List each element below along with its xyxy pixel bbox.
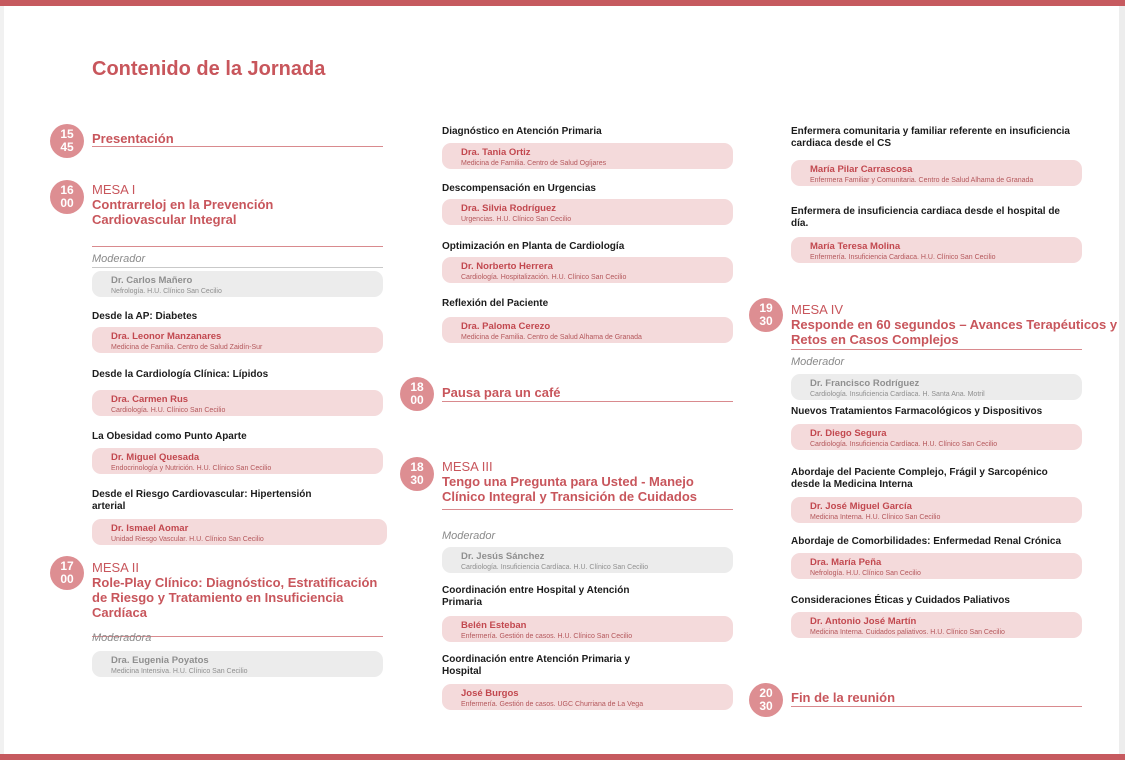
talk-title: Desde el Riesgo Cardiovascular: Hipertensión arterial (92, 489, 312, 512)
speaker-card: Dr. Francisco Rodríguez Cardiología. Insuficiencia Cardíaca. H. Santa Ana. Motril (791, 374, 1082, 400)
moderator-label: Moderador (92, 253, 146, 265)
talk-title: Desde la AP: Diabetes (92, 311, 198, 322)
moderator-label: Moderador (791, 356, 845, 368)
talk-title: Coordinación entre Atención Primaria y Hospital (442, 654, 631, 677)
section-rule (442, 509, 733, 510)
section-rule (791, 706, 1082, 707)
speaker-card: Dra. Paloma Cerezo Medicina de Familia. Centro de Salud Alhama de Granada (442, 317, 733, 343)
time-badge: 16 00 (50, 180, 84, 214)
speaker-card: Belén Esteban Enfermería. Gestión de casos. H.U. Clínico San Cecilio (442, 616, 733, 642)
speaker-card: Dr. Carlos Mañero Nefrología. H.U. Clínico San Cecilio (92, 271, 383, 297)
talk-title: Enfermera de insuficiencia cardiaca desde el hospital de día. (791, 206, 1060, 229)
section-rule (92, 146, 383, 147)
talk-title: Desde la Cardiología Clínica: Lípidos (92, 369, 269, 380)
talk-title: Descompensación en Urgencias (442, 183, 596, 194)
bottom-border (0, 754, 1125, 760)
speaker-card: María Pilar Carrascosa Enfermera Familiar y Comunitaria. Centro de Salud Alhama de Granada (791, 160, 1082, 186)
talk-title: Optimización en Planta de Cardiología (442, 241, 625, 252)
talk-title: Enfermera comunitaria y familiar referente en insuficiencia cardiaca desde el CS (791, 126, 1070, 149)
speaker-card: María Teresa Molina Enfermería. Insuficiencia Cardiaca. H.U. Clínico San Cecilio (791, 237, 1082, 263)
section-rule (92, 246, 383, 247)
section-rule (791, 349, 1082, 350)
page-title: Contenido de la Jornada (92, 58, 326, 80)
time-badge: 20 30 (749, 683, 783, 717)
speaker-card: José Burgos Enfermería. Gestión de casos. UGC Churriana de La Vega (442, 684, 733, 710)
talk-title: La Obesidad como Punto Aparte (92, 431, 247, 442)
section-presentacion: Presentación (92, 131, 174, 146)
talk-title: Abordaje del Paciente Complejo, Frágil y Sarcopénico desde la Medicina Interna (791, 467, 1048, 490)
speaker-card: Dr. Jesús Sánchez Cardiología. Insuficiencia Cardíaca. H.U. Clínico San Cecilio (442, 547, 733, 573)
moderator-label: Moderadora (92, 632, 152, 644)
top-border (0, 0, 1125, 6)
speaker-card: Dr. Ismael Aomar Unidad Riesgo Vascular. H.U. Clínico San Cecilio (92, 519, 387, 545)
speaker-card: Dra. María Peña Nefrología. H.U. Clínico San Cecilio (791, 553, 1082, 579)
speaker-card: Dra. Silvia Rodríguez Urgencias. H.U. Clínico San Cecilio (442, 199, 733, 225)
section-mesa-1: MESA I Contrarreloj en la Prevención Cardiovascular Integral (92, 182, 274, 227)
section-mesa-2: MESA II Role-Play Clínico: Diagnóstico, Estratificación de Riesgo y Tratamiento en Insuficiencia Cardíaca (92, 560, 378, 620)
talk-title: Abordaje de Comorbilidades: Enfermedad Renal Crónica (791, 536, 1062, 547)
talk-title: Diagnóstico en Atención Primaria (442, 126, 602, 137)
moderator-label: Moderador (442, 530, 496, 542)
talk-title: Coordinación entre Hospital y Atención Primaria (442, 585, 630, 608)
speaker-card: Dr. Antonio José Martín Medicina Interna. Cuidados paliativos. H.U. Clínico San Cecilio (791, 612, 1082, 638)
time-badge: 17 00 (50, 556, 84, 590)
talk-title: Nuevos Tratamientos Farmacológicos y Dispositivos (791, 406, 1043, 417)
left-edge (0, 6, 4, 754)
section-mesa-4: MESA IV Responde en 60 segundos – Avances Terapéuticos y Retos en Casos Complejos (791, 302, 1118, 347)
moderator-rule (92, 267, 383, 268)
speaker-card: Dr. Miguel Quesada Endocrinología y Nutrición. H.U. Clínico San Cecilio (92, 448, 383, 474)
section-pausa: Pausa para un café (442, 385, 561, 400)
speaker-card: Dr. José Miguel García Medicina Interna. H.U. Clínico San Cecilio (791, 497, 1082, 523)
speaker-card: Dra. Leonor Manzanares Medicina de Familia. Centro de Salud Zaidín-Sur (92, 327, 383, 353)
speaker-card: Dra. Carmen Rus Cardiología. H.U. Clínico San Cecilio (92, 390, 383, 416)
section-mesa-3: MESA III Tengo una Pregunta para Usted - Manejo Clínico Integral y Transición de Cuidados (442, 459, 697, 504)
speaker-card: Dra. Eugenia Poyatos Medicina Intensiva. H.U. Clínico San Cecilio (92, 651, 383, 677)
speaker-card: Dr. Norberto Herrera Cardiología. Hospitalización. H.U. Clínico San Cecilio (442, 257, 733, 283)
time-badge: 18 00 (400, 377, 434, 411)
time-badge: 19 30 (749, 298, 783, 332)
talk-title: Reflexión del Paciente (442, 298, 549, 309)
talk-title: Consideraciones Éticas y Cuidados Paliativos (791, 595, 1010, 606)
section-fin: Fin de la reunión (791, 690, 896, 705)
speaker-card: Dr. Diego Segura Cardiología. Insuficiencia Cardíaca. H.U. Clínico San Cecilio (791, 424, 1082, 450)
right-edge (1119, 6, 1125, 754)
section-rule (442, 401, 733, 402)
time-badge: 18 30 (400, 457, 434, 491)
speaker-card: Dra. Tania Ortiz Medicina de Familia. Centro de Salud Ogíjares (442, 143, 733, 169)
time-badge: 15 45 (50, 124, 84, 158)
